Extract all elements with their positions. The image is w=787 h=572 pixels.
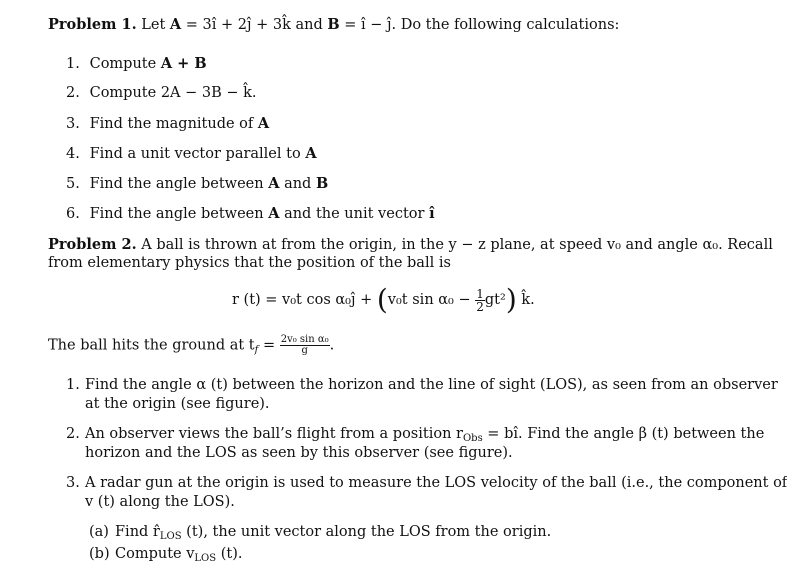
item-bold: A: [268, 205, 280, 222]
problem1-label: Problem 1.: [48, 16, 137, 33]
item-bold-2: B: [315, 175, 329, 192]
subitem-number: (b): [89, 546, 110, 562]
vector-a: A: [169, 16, 182, 33]
los-subscript: LOS: [194, 553, 217, 564]
subitem-text-a: Compute v: [115, 546, 195, 562]
item-bold-2: î: [429, 205, 435, 222]
ground-equals: =: [258, 337, 280, 354]
obs-subscript: Obs: [462, 433, 483, 444]
item-text: A radar gun at the origin is used to measure the LOS velocity of the ball (i.e., the component of: [85, 475, 787, 491]
subitem-text-b: (t), the unit vector along the LOS from the origin.: [181, 524, 552, 540]
problem2-item-2-line2: horizon and the LOS as seen by this observer (see figure).: [85, 445, 513, 461]
subitem-text-b: (t).: [216, 546, 243, 562]
subitem-text-a: Find r̂: [115, 524, 160, 540]
subitem-number: (a): [89, 524, 109, 540]
los-subscript: LOS: [159, 531, 182, 542]
equation-inner-b: gt²: [484, 292, 506, 308]
item-mid: and the unit vector: [279, 206, 430, 222]
item-number: 5.: [66, 176, 80, 192]
item-text: Find the angle between: [89, 176, 269, 192]
item-number: 3.: [66, 475, 80, 491]
ground-subscript: f: [254, 344, 259, 356]
item-text: Find a unit vector parallel to: [89, 146, 306, 162]
problem2-label: Problem 2.: [48, 236, 137, 253]
problem1-lead: Let: [141, 17, 166, 33]
ground-end: .: [329, 337, 335, 354]
item-text: Compute: [89, 56, 161, 72]
ground-time-line: [48, 335, 334, 356]
problem1-item-5: [66, 175, 328, 192]
problem2-item-3-line2: v (t) along the LOS).: [85, 494, 235, 510]
problem2-intro-line1: [48, 236, 773, 253]
problem2-item-2-line1: [66, 426, 764, 444]
item-number: 1.: [66, 56, 80, 72]
problem2-item-1-line2: at the origin (see figure).: [85, 396, 270, 412]
item-number: 2.: [66, 426, 80, 442]
equation-right: k̂.: [516, 292, 535, 308]
problem1-item-4: [66, 145, 317, 162]
item-bold: A: [305, 145, 317, 162]
item-text: Find the angle α (t) between the horizon and the line of sight (LOS), as seen from an observer: [85, 377, 778, 393]
item-text-tail: = bî. Find the angle β (t) between the: [482, 426, 765, 442]
equation-left: r (t) = v₀t cos α₀ĵ +: [232, 292, 377, 308]
fraction-numerator: 2v₀ sin α₀: [280, 334, 329, 345]
problem1-item-2: [66, 85, 257, 101]
item-text: Find the angle between: [89, 206, 269, 222]
problem2-item-3-line1: [66, 475, 787, 491]
fraction-denominator: 2: [476, 299, 484, 314]
right-paren: ): [505, 283, 517, 316]
problem2-intro-text: A ball is thrown at from the origin, in the y − z plane, at speed v₀ and angle α₀. Recall: [141, 237, 773, 253]
item-text: An observer views the ball’s flight from a position r: [85, 426, 463, 442]
vector-b: B: [327, 16, 340, 33]
ground-time-fraction: [280, 335, 330, 356]
problem2-intro-line2: from elementary physics that the position of the ball is: [48, 255, 451, 271]
problem1-item-1: [66, 55, 207, 72]
fraction-numerator: 1: [476, 286, 484, 301]
item-bold: A: [257, 115, 270, 132]
item-number: 1.: [66, 377, 80, 393]
one-half-fraction: [475, 288, 485, 313]
item-text: Find the magnitude of: [89, 116, 258, 132]
item-text: Compute: [89, 85, 161, 101]
problem2-item-1-line1: [66, 377, 778, 393]
item-expression: 2A − 3B − k̂.: [160, 85, 257, 101]
ground-text: The ball hits the ground at t: [48, 337, 255, 354]
item-bold: A: [268, 175, 280, 192]
problem1-item-3: [66, 115, 269, 132]
item-number: 6.: [66, 206, 80, 222]
item-number: 3.: [66, 116, 80, 132]
problem1-item-6: [66, 205, 435, 222]
item-number: 2.: [66, 85, 80, 101]
vector-a-definition: = 3î + 2ĵ + 3k̂ and: [181, 17, 328, 33]
item-mid: and: [279, 176, 316, 192]
item-number: 4.: [66, 146, 80, 162]
vector-b-definition: = î − ĵ. Do the following calculations:: [339, 17, 620, 33]
left-paren: (: [376, 283, 388, 316]
position-equation: [232, 283, 535, 316]
fraction-denominator: g: [301, 345, 308, 356]
problem1-statement: [48, 16, 619, 33]
subitem-a: [89, 524, 551, 542]
subitem-b: [89, 546, 242, 564]
item-bold: A + B: [160, 55, 207, 72]
equation-inner-a: v₀t sin α₀ −: [387, 292, 476, 308]
